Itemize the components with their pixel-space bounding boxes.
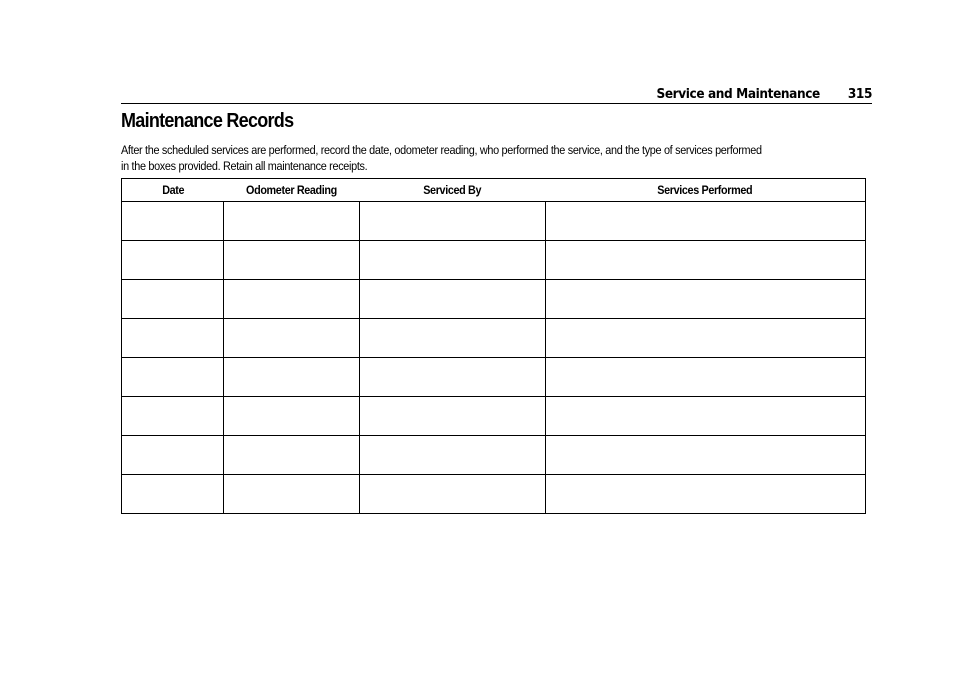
serviced-by-cell[interactable] — [360, 319, 546, 358]
date-cell[interactable] — [122, 397, 224, 436]
odometer-cell[interactable] — [224, 241, 360, 280]
intro-paragraph — [121, 142, 860, 174]
serviced-by-cell[interactable] — [360, 436, 546, 475]
date-cell[interactable] — [122, 202, 224, 241]
serviced-by-cell[interactable] — [360, 241, 546, 280]
table-row — [122, 241, 866, 280]
serviced-by-cell[interactable] — [360, 280, 546, 319]
intro-line-2: in the boxes provided. Retain all maintenance receipts. — [121, 159, 368, 173]
table-row — [122, 436, 866, 475]
serviced-by-cell[interactable] — [360, 397, 546, 436]
serviced-by-cell[interactable] — [360, 358, 546, 397]
services-performed-cell[interactable] — [546, 280, 866, 319]
services-performed-cell[interactable] — [546, 202, 866, 241]
column-header-serviced-by: Serviced By — [360, 179, 546, 202]
table-row — [122, 202, 866, 241]
services-performed-cell[interactable] — [546, 241, 866, 280]
odometer-cell[interactable] — [224, 397, 360, 436]
odometer-cell[interactable] — [224, 280, 360, 319]
header-rule — [121, 103, 872, 104]
date-cell[interactable] — [122, 280, 224, 319]
page-title: Maintenance Records — [121, 110, 294, 132]
page-number: 315 — [847, 86, 872, 102]
services-performed-cell[interactable] — [546, 475, 866, 514]
odometer-cell[interactable] — [224, 358, 360, 397]
table-row — [122, 319, 866, 358]
table-row — [122, 280, 866, 319]
table-row — [122, 358, 866, 397]
services-performed-cell[interactable] — [546, 319, 866, 358]
date-cell[interactable] — [122, 358, 224, 397]
serviced-by-cell[interactable] — [360, 475, 546, 514]
column-header-services-performed: Services Performed — [546, 179, 866, 202]
table-row — [122, 397, 866, 436]
odometer-cell[interactable] — [224, 436, 360, 475]
odometer-cell[interactable] — [224, 319, 360, 358]
date-cell[interactable] — [122, 319, 224, 358]
section-name: Service and Maintenance — [656, 86, 820, 102]
date-cell[interactable] — [122, 436, 224, 475]
maintenance-records-table — [121, 178, 866, 514]
running-header — [121, 84, 872, 102]
table-row — [122, 475, 866, 514]
serviced-by-cell[interactable] — [360, 202, 546, 241]
services-performed-cell[interactable] — [546, 397, 866, 436]
odometer-cell[interactable] — [224, 475, 360, 514]
date-cell[interactable] — [122, 241, 224, 280]
services-performed-cell[interactable] — [546, 436, 866, 475]
column-header-date: Date — [122, 179, 224, 202]
date-cell[interactable] — [122, 475, 224, 514]
table-header-row — [122, 179, 866, 202]
services-performed-cell[interactable] — [546, 358, 866, 397]
odometer-cell[interactable] — [224, 202, 360, 241]
column-header-odometer-reading: Odometer Reading — [224, 179, 360, 202]
intro-line-1: After the scheduled services are performed, record the date, odometer reading, who performed the service, and the type of services performed — [121, 143, 762, 157]
